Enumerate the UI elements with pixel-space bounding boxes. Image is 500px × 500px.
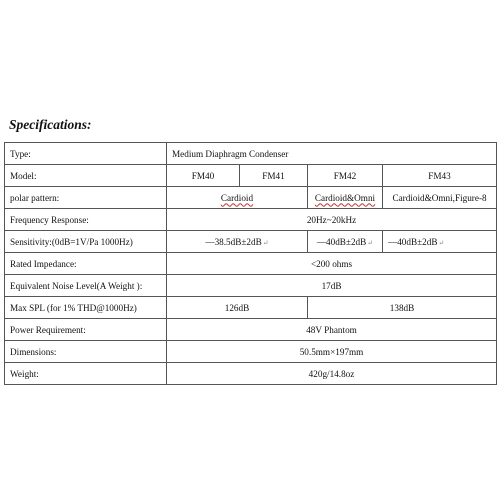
row-label: Dimensions:	[5, 341, 167, 363]
table-row-weight	[5, 363, 497, 385]
model-fm41: FM41	[240, 165, 308, 187]
frequency-value: 20Hz~20kHz	[167, 209, 497, 231]
model-fm42: FM42	[308, 165, 383, 187]
row-label: polar pattern:	[5, 187, 167, 209]
row-label: Type:	[5, 143, 167, 165]
polar-text: Cardioid	[220, 192, 254, 203]
type-value: Medium Diaphragm Condenser	[167, 143, 497, 165]
table-row-power	[5, 319, 497, 341]
row-label: Equivalent Noise Level(A Weight ):	[5, 275, 167, 297]
table-row-spl	[5, 297, 497, 319]
impedance-value: <200 ohms	[167, 253, 497, 275]
table-row-impedance	[5, 253, 497, 275]
noise-value: 17dB	[167, 275, 497, 297]
paragraph-mark-icon: ↵	[262, 238, 269, 247]
weight-value: 420g/14.8oz	[167, 363, 497, 385]
polar-text: Cardioid&Omni	[314, 192, 376, 203]
sensitivity-value-2	[308, 231, 383, 253]
model-fm40: FM40	[167, 165, 240, 187]
row-label: Model:	[5, 165, 167, 187]
polar-value-3: Cardioid&Omni,Figure-8	[383, 187, 497, 209]
row-label: Power Requirement:	[5, 319, 167, 341]
row-label: Rated Impedance:	[5, 253, 167, 275]
dimensions-value: 50.5mm×197mm	[167, 341, 497, 363]
spl-value-1: 126dB	[167, 297, 308, 319]
table-row-dimensions	[5, 341, 497, 363]
sensitivity-value-1	[167, 231, 308, 253]
table-row-frequency	[5, 209, 497, 231]
section-heading: Specifications:	[9, 117, 92, 132]
sensitivity-text: —38.5dB±2dB	[205, 236, 262, 247]
row-label: Weight:	[5, 363, 167, 385]
sensitivity-text: —40dB±2dB	[388, 236, 438, 247]
paragraph-mark-icon: ↵	[367, 238, 374, 247]
paragraph-mark-icon: ↵	[438, 238, 445, 247]
sensitivity-value-3	[383, 231, 497, 253]
polar-value-1	[167, 187, 308, 209]
power-value: 48V Phantom	[167, 319, 497, 341]
table-row-model	[5, 165, 497, 187]
table-row-type	[5, 143, 497, 165]
row-label: Max SPL (for 1% THD@1000Hz)	[5, 297, 167, 319]
row-label: Sensitivity:(0dB=1V/Pa 1000Hz)	[5, 231, 167, 253]
model-fm43: FM43	[383, 165, 497, 187]
sensitivity-text: —40dB±2dB	[316, 236, 367, 247]
specifications-table	[4, 142, 497, 385]
row-label: Frequency Response:	[5, 209, 167, 231]
polar-value-2	[308, 187, 383, 209]
table-row-polar	[5, 187, 497, 209]
table-row-noise	[5, 275, 497, 297]
spl-value-2: 138dB	[308, 297, 497, 319]
table-row-sensitivity	[5, 231, 497, 253]
